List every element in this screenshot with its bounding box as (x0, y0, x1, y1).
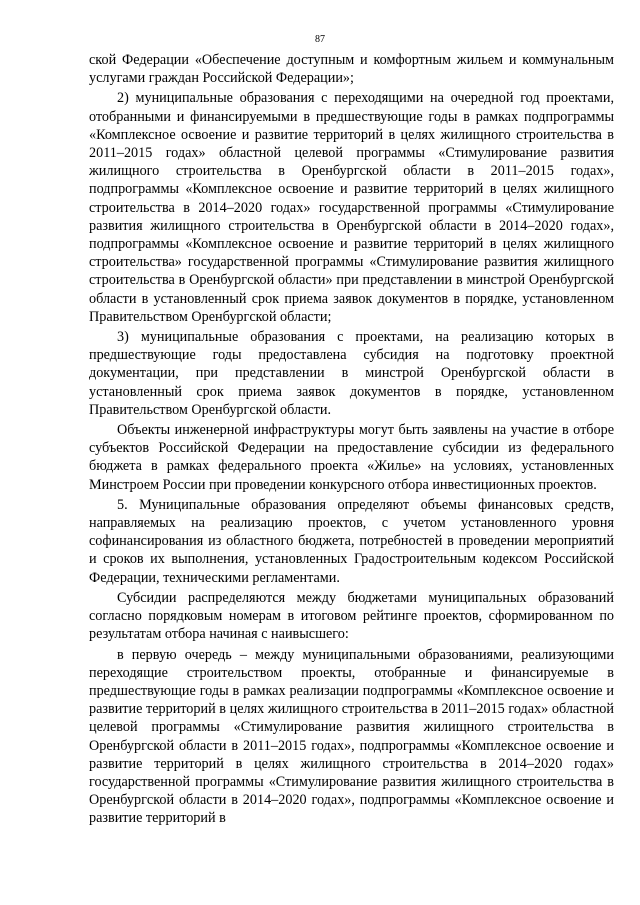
paragraph-item-5: 5. Муниципальные образования определяют объемы финансовых средств, направляемых на реализацию проектов, с учетом установленного уровня софинансирования из областного бюджета, потребностей в проведении мероприятий и сроков их выполнения, установленных Градостроительным кодексом Российской Федерации, техническими регламентами. (89, 496, 614, 586)
paragraph-continuation: ской Федерации «Обеспечение доступным и комфортным жильем и коммунальным услугами граждан Российской Федерации»; (89, 52, 614, 87)
page-number: 87 (315, 34, 325, 45)
paragraph-item-3: 3) муниципальные образования с проектами, на реализацию которых в предшествующие годы предоставлена субсидия на подготовку проектной документации, при представлении в минстрой Оренбургской области в установленный срок приема заявок документов в порядке, установленном Правительством Оренбургской области. (89, 329, 614, 418)
paragraph-first-priority: в первую очередь – между муниципальными образованиями, реализующими переходящие строительством проекты, отобранные и финансируемые в предшествующие годы в рамках реализации подпрограммы «Комплексное освоение и развитие территорий в целях жилищного строительства в 2011–2015 годах» областной целевой программы «Стимулирование развития жилищного строительства в Оренбургской области в 2011–2015 годах», подпрограммы «Комплексное освоение и развитие территорий в целях жилищного строительства в 2014–2020 годах» государственной программы «Стимулирование развития жилищного строительства в Оренбургской области в 2014–2020 годах», подпрограммы «Комплексное освоение и развитие территорий в (89, 646, 614, 827)
paragraph-subsidies: Субсидии распределяются между бюджетами муниципальных образований согласно порядковым номерам в итоговом рейтинге проектов, сформированном по результатам отбора начиная с наивысшего: (89, 589, 614, 643)
paragraph-infrastructure: Объекты инженерной инфраструктуры могут быть заявлены на участие в отборе субъектов Российской Федерации на предоставление субсидии из федерального бюджета в рамках федерального проекта «Жилье» на условиях, установленных Минстроем России при проведении конкурсного отбора инвестиционных проектов. (89, 422, 614, 493)
paragraph-item-2: 2) муниципальные образования с переходящими на очередной год проектами, отобранными и финансируемыми в предшествующие годы в рамках подпрограммы «Комплексное освоение и развитие территорий в целях жилищного строительства в 2011–2015 годах» областной целевой программы «Стимулирование развития жилищного строительства в Оренбургской области в 2011–2015 годах», подпрограммы «Комплексное освоение и развитие территорий в целях жилищного строительства в 2014–2020 годах» государственной программы «Стимулирование развития жилищного строительства в Оренбургской области в 2014–2020 годах», подпрограммы «Комплексное освоение и развитие территорий в целях жилищного строительства» государственной программы «Стимулирование развития жилищного строительства в Оренбургской области» при представлении в минстрой Оренбургской области в установленный срок приема заявок документов в порядке, установленном Правительством Оренбургской области; (89, 90, 614, 325)
document-body (89, 51, 614, 830)
